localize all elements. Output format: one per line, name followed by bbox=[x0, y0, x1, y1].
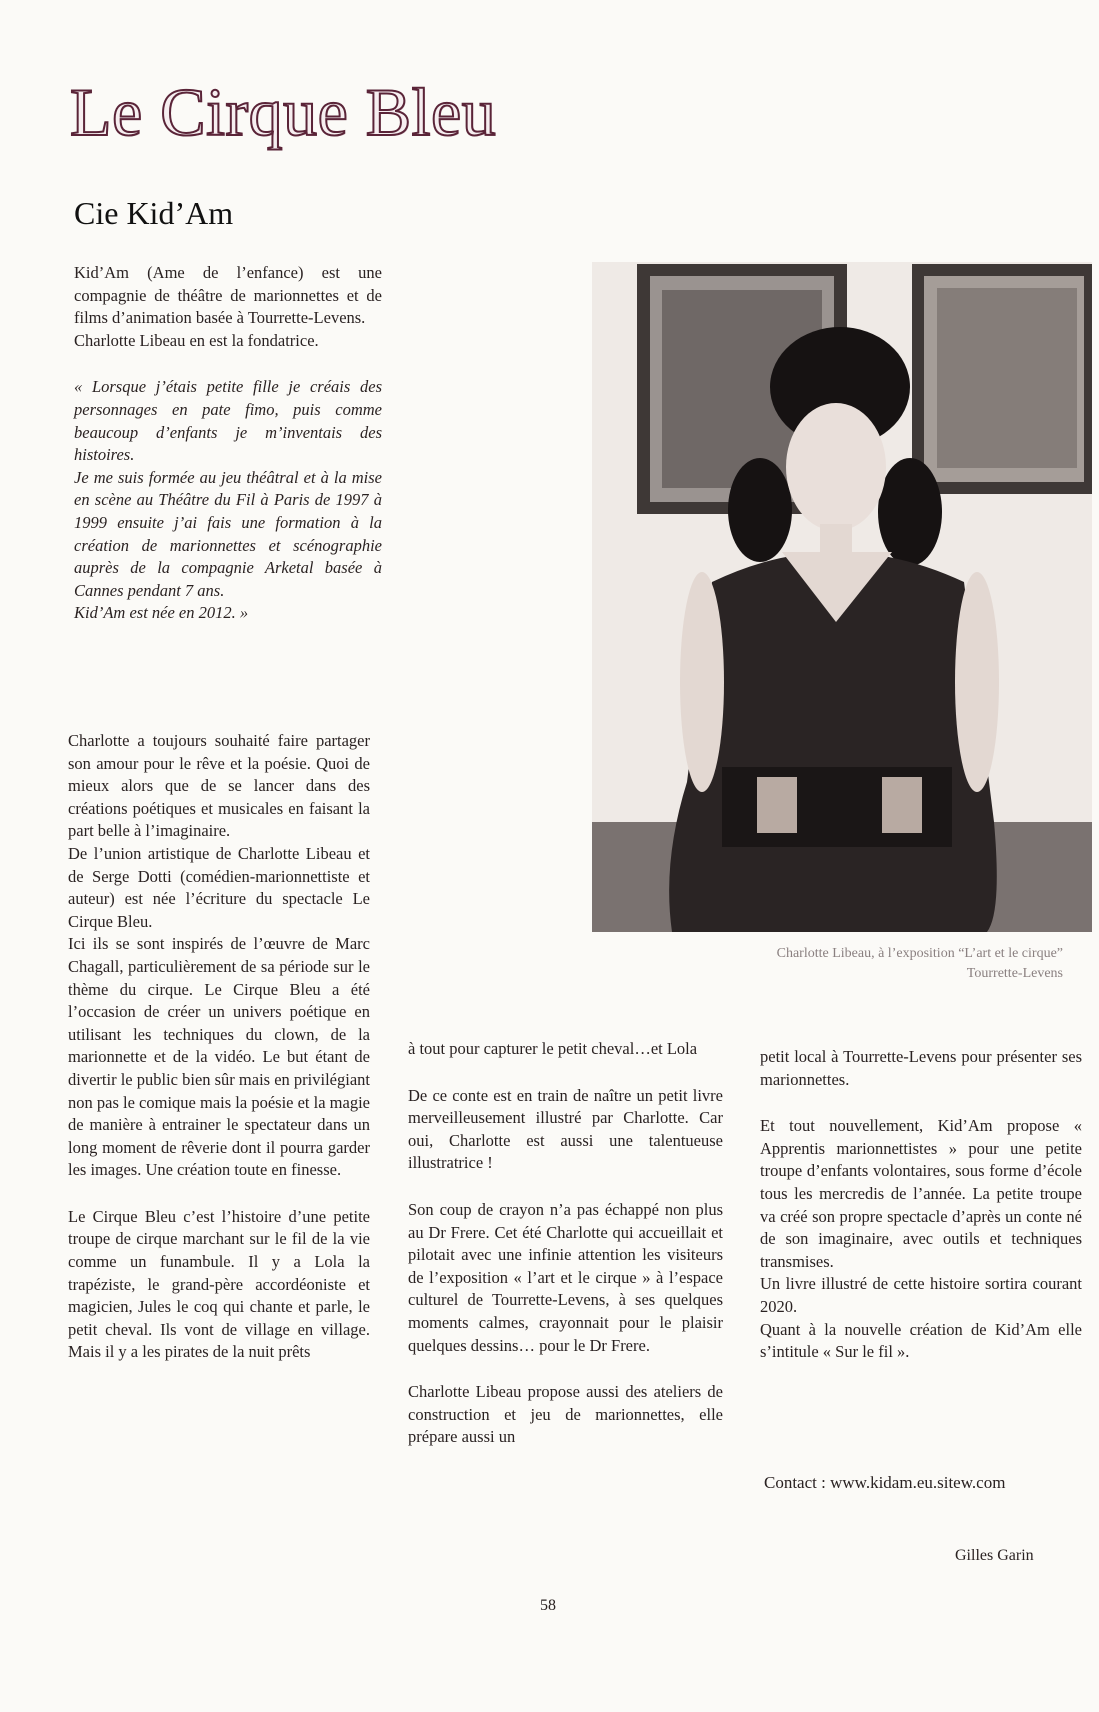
body-paragraph: petit local à Tourrette-Levens pour présenter ses marionnettes. bbox=[760, 1047, 1082, 1089]
column-2 bbox=[408, 1038, 723, 1449]
body-paragraph: Et tout nouvellement, Kid’Am propose « Apprentis marionnettistes » pour une petite troupe d’enfants volontaires, sous forme d’école tous les mercredis de l’année. La petite troupe va créé son propre spectacle d’après un conte né de son imaginaire, avec outils et techniques transmises. Un livre illustré de cette histoire sortira courant 2020. Quant à la nouvelle création de Kid’Am elle s’intitule « Sur le fil ». bbox=[760, 1116, 1082, 1362]
article-subtitle: Cie Kid’Am bbox=[74, 195, 234, 231]
body-paragraph: Son coup de crayon n’a pas échappé non plus au Dr Frere. Cet été Charlotte qui accueillait et pilotait avec une infinie attention les visiteurs de l’exposition « l’art et le cirque » à l’espace culturel de Tourrette-Levens, à ses quelques moments calmes, crayonnait pour le plaisir quelques dessins… pour le Dr Frere. bbox=[408, 1199, 723, 1355]
intro-paragraph: Kid’Am (Ame de l’enfance) est une compagnie de théâtre de marionnettes et de films d’animation basée à Tourrette-Levens. Charlotte Libeau en est la fondatrice. bbox=[74, 263, 382, 350]
column-1-top bbox=[74, 262, 382, 625]
body-paragraph: à tout pour capturer le petit cheval…et Lola bbox=[408, 1039, 698, 1058]
contact-line: Contact : www.kidam.eu.sitew.com bbox=[764, 1473, 1006, 1492]
body-paragraph: De ce conte est en train de naître un petit livre merveilleusement illustré par Charlotte. Car oui, Charlotte est aussi une talentueuse illustratrice ! bbox=[408, 1085, 723, 1173]
portrait-photo bbox=[592, 262, 1092, 932]
body-paragraph: Le Cirque Bleu c’est l’histoire d’une petite troupe de cirque marchant sur le fil de la vie comme un funambule. Il y a Lola la trapéziste, le grand-père accordéoniste et magicien, Jules le coq qui chante et parle, le petit cheval. Ils vont de village en village. Mais il y a les pirates de la nuit prêts bbox=[68, 1206, 370, 1362]
body-paragraph: Charlotte Libeau propose aussi des ateliers de construction et jeu de marionnettes, elle prépare aussi un bbox=[408, 1382, 723, 1447]
quote-paragraph: « Lorsque j’étais petite fille je créais des personnages en pate fimo, puis comme beaucoup d’enfants je m’inventais des histoires. Je me suis formée au jeu théâtral et à la mise en scène au Théâtre du Fil à Paris de 1997 à 1999 ensuite j’ai fais une formation à la création de marionnettes et scénographie auprès de la compagnie Arketal basée à Cannes pendant 7 ans. Kid’Am est née en 2012. » bbox=[74, 377, 382, 623]
photo-caption: Charlotte Libeau, à l’exposition “L’art et le cirque” Tourrette-Levens bbox=[776, 946, 1063, 981]
page-number: 58 bbox=[540, 1597, 556, 1614]
article-title: Le Cirque Bleu bbox=[70, 74, 497, 150]
author-name: Gilles Garin bbox=[955, 1547, 1034, 1564]
body-paragraph: Charlotte a toujours souhaité faire partager son amour pour le rêve et la poésie. Quoi de mieux alors que de se lancer dans des créations poétiques et musicales en faisant la part belle à l’imaginaire. De l’union artistique de Charlotte Libeau et de Serge Dotti (comédien-marionnettiste et auteur) est née l’écriture du spectacle Le Cirque Bleu. Ici ils se sont inspirés de l’œuvre de Marc Chagall, particulièrement de sa période sur le thème du cirque. Le Cirque Bleu a été l’occasion de créer un univers poétique en utilisant les techniques du clown, de la marionnette et de la vidéo. Le but étant de divertir le public bien sûr mais en privilégiant non pas le comique mais la poésie et la magie de manière à entrainer le spectateur dans un long moment de rêverie dont il pourra garder les images. Une création toute en finesse. bbox=[68, 731, 370, 1180]
column-3 bbox=[760, 1046, 1082, 1364]
column-1-bottom bbox=[68, 730, 370, 1364]
